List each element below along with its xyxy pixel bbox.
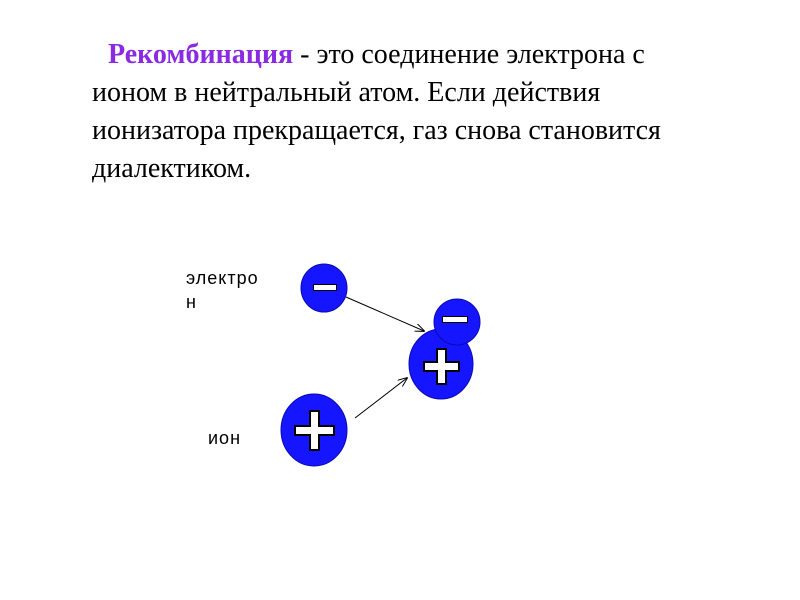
- minus-icon-inner: [314, 285, 336, 290]
- atom-minus-icon-inner: [443, 317, 467, 322]
- definition-line-1-rest: - это соединение электрона с: [293, 39, 645, 70]
- electron-label-line-1: электро: [186, 268, 259, 288]
- ion-arrow: [355, 378, 407, 418]
- free-ion: [281, 394, 347, 466]
- definition-line-4: диалектиком.: [92, 153, 252, 184]
- electron-arrow: [346, 297, 424, 331]
- definition-line-3: ионизатора прекращается, газ снова становится: [92, 115, 661, 146]
- definition-line-2: ионом в нейтральный атом. Если действия: [92, 77, 601, 108]
- neutral-atom: [409, 299, 480, 399]
- term-recombination: Рекомбинация: [108, 39, 294, 70]
- electron-label-line-2: н: [186, 292, 197, 312]
- free-electron: [301, 264, 347, 312]
- ion-label: ион: [208, 428, 242, 448]
